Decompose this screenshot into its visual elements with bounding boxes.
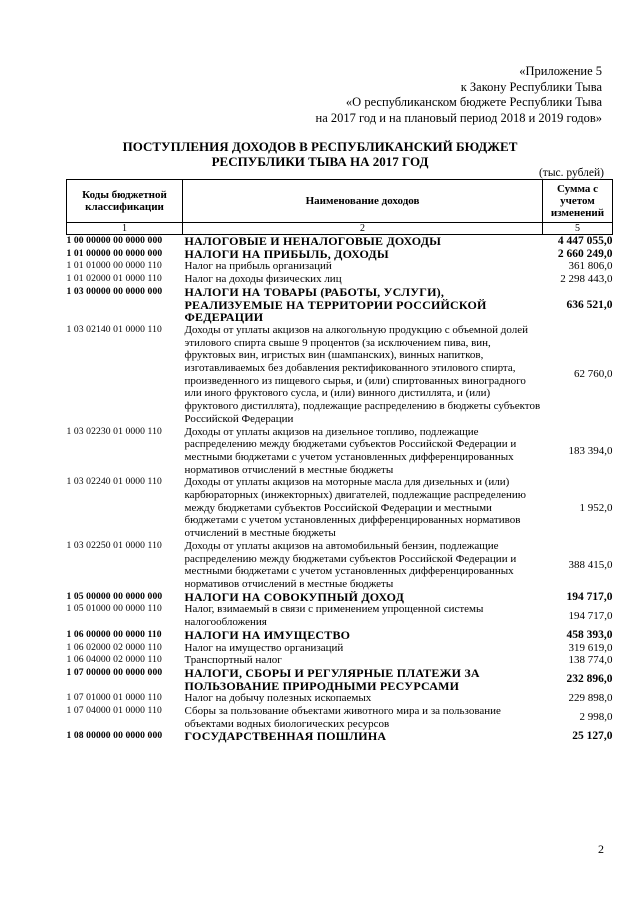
row-name: Доходы от уплаты акцизов на дизельное топливо, подлежащие распределению между бюджетами субъектов Российской Федерации и местными бюджетами с учетом установленных дифференцированных нормативов отчислений в местные бюджеты: [184, 425, 517, 476]
table-row: [67, 248, 613, 261]
row-name: Транспортный налог: [184, 654, 282, 667]
row-code: 1 03 02250 01 0000 110: [66, 539, 162, 551]
table-row: [67, 642, 613, 655]
header-line-2: к Закону Республики Тыва: [460, 79, 602, 94]
table-row: [67, 667, 613, 692]
title-line-2: РЕСПУБЛИКИ ТЫВА НА 2017 ГОД: [211, 154, 429, 169]
row-name: Доходы от уплаты акцизов на автомобильный бензин, подлежащие распределению между бюджетами субъектов Российской Федерации и местными бюджетами с учетом установленных дифференцированных нормативов отчислений в местные бюджеты: [184, 539, 517, 590]
row-code: 1 07 04000 01 0000 110: [66, 705, 162, 717]
header-line-3: «О республиканском бюджете Республики Тыва: [345, 95, 602, 109]
row-code: 1 05 01000 00 0000 110: [66, 603, 162, 615]
row-name: НАЛОГИ, СБОРЫ И РЕГУЛЯРНЫЕ ПЛАТЕЖИ ЗА ПОЛЬЗОВАНИЕ ПРИРОДНЫМИ РЕСУРСАМИ: [184, 665, 480, 693]
row-name: ГОСУДАРСТВЕННАЯ ПОШЛИНА: [184, 729, 387, 744]
row-code: 1 07 00000 00 0000 000: [66, 666, 163, 678]
row-amount: 229 898,0: [568, 692, 613, 705]
row-name: НАЛОГИ НА ТОВАРЫ (РАБОТЫ, УСЛУГИ), РЕАЛИЗУЕМЫЕ НА ТЕРРИТОРИИ РОССИЙСКОЙ ФЕДЕРАЦИИ: [184, 284, 487, 325]
row-name: Доходы от уплаты акцизов на алкогольную продукцию с объемной долей этилового спирта свыше 9 процентов (за исключением пива, вин, фруктовых вин, игристых вин (шампанских), винных напитков, изготавливаемых без добавления ректификованного этилового спирта, произведенного из пищевого сырья, и (или) спиртованных виноградного или иного фруктового сусла, и (или) винного дистиллята, и (или) фруктового дистиллята), подлежащие распределению в бюджеты субъектов Российской Федерации: [184, 323, 541, 425]
row-code: 1 01 02000 01 0000 110: [66, 273, 162, 285]
table-row: [67, 705, 613, 730]
table-row: [67, 476, 613, 540]
row-name: НАЛОГОВЫЕ И НЕНАЛОГОВЫЕ ДОХОДЫ: [184, 234, 442, 248]
row-name: Доходы от уплаты акцизов на моторные масла для дизельных и (или) карбюраторных (инжекторных) двигателей, подлежащие распределению между бюджетами субъектов Российской Федерации и местными бюджетами с учетом установленных дифференцированных нормативов отчислений в местные бюджеты: [184, 476, 526, 540]
row-code: 1 06 00000 00 0000 110: [66, 628, 162, 640]
table-row: [67, 654, 613, 667]
row-amount: 2 998,0: [579, 711, 613, 724]
row-amount: 4 447 055,0: [557, 235, 613, 247]
page-number: 2: [598, 842, 604, 856]
row-code: 1 01 00000 00 0000 000: [66, 247, 163, 259]
row-code: 1 03 00000 00 0000 000: [66, 285, 163, 297]
column-number-5: 5: [543, 223, 613, 235]
row-name: Налог, взимаемый в связи с применением упрощенной системы налогообложения: [184, 603, 484, 629]
table-row: [67, 591, 613, 604]
header-name: Наименование доходов: [183, 180, 543, 223]
table-row: [67, 692, 613, 705]
row-code: 1 06 04000 02 0000 110: [66, 654, 162, 666]
table-row: [67, 426, 613, 477]
row-amount: 2 298 443,0: [560, 273, 613, 286]
header-line-4: на 2017 год и на плановый период 2018 и 2019 годов»: [315, 110, 602, 125]
row-amount: 138 774,0: [568, 654, 613, 667]
column-number-1: 1: [67, 223, 183, 235]
table-row: [67, 730, 613, 743]
row-name: Налог на добычу полезных ископаемых: [184, 692, 372, 705]
row-code: 1 08 00000 00 0000 000: [66, 730, 163, 742]
table-row: [67, 235, 613, 248]
row-code: 1 03 02140 01 0000 110: [66, 323, 162, 335]
row-amount: 232 896,0: [566, 673, 613, 686]
table-row: [67, 273, 613, 286]
row-code: 1 03 02240 01 0000 110: [66, 476, 162, 488]
row-amount: 458 393,0: [566, 628, 613, 641]
row-code: 1 06 02000 02 0000 110: [66, 641, 162, 653]
table-row: [67, 603, 613, 628]
row-name: Налог на прибыль организаций: [184, 260, 332, 273]
row-amount: 361 806,0: [568, 260, 613, 273]
title-line-1: ПОСТУПЛЕНИЯ ДОХОДОВ В РЕСПУБЛИКАНСКИЙ БЮДЖЕТ: [122, 139, 518, 154]
row-amount: 194 717,0: [566, 590, 613, 603]
row-amount: 1 952,0: [579, 501, 613, 514]
appendix-header: [316, 64, 602, 126]
row-name: Налог на доходы физических лиц: [184, 273, 342, 286]
row-code: 1 07 01000 01 0000 110: [66, 692, 162, 704]
row-name: НАЛОГИ НА ИМУЩЕСТВО: [184, 627, 351, 642]
header-line-1: «Приложение 5: [519, 64, 602, 78]
row-amount: 25 127,0: [572, 730, 613, 743]
header-code: Коды бюджетной классификации: [67, 180, 183, 223]
row-code: 1 00 00000 00 0000 000: [66, 235, 163, 246]
row-amount: 319 619,0: [568, 641, 613, 654]
row-amount: 636 521,0: [566, 298, 613, 311]
row-name: НАЛОГИ НА ПРИБЫЛЬ, ДОХОДЫ: [184, 246, 389, 261]
row-code: 1 01 01000 00 0000 110: [66, 260, 162, 272]
row-amount: 183 394,0: [568, 444, 613, 457]
row-code: 1 03 02230 01 0000 110: [66, 425, 162, 437]
header-amount: Сумма с учетом изменений: [543, 180, 613, 223]
document-title: [0, 139, 640, 169]
row-amount: 62 760,0: [574, 368, 613, 381]
table-row: [67, 286, 613, 324]
table-row: [67, 260, 613, 273]
column-number-2: 2: [183, 223, 543, 235]
row-name: Сборы за пользование объектами животного мира и за пользование объектами водных биологических ресурсов: [184, 705, 501, 730]
table-row: [67, 540, 613, 591]
row-name: НАЛОГИ НА СОВОКУПНЫЙ ДОХОД: [184, 589, 405, 604]
row-code: 1 05 00000 00 0000 000: [66, 590, 163, 602]
row-amount: 2 660 249,0: [557, 247, 613, 260]
units-label: (тыс. рублей): [538, 167, 604, 179]
revenue-table: [66, 179, 613, 743]
row-amount: 388 415,0: [568, 558, 613, 571]
table-row: [67, 324, 613, 426]
table-row: [67, 629, 613, 642]
row-amount: 194 717,0: [568, 609, 613, 622]
row-name: Налог на имущество организаций: [184, 641, 344, 654]
